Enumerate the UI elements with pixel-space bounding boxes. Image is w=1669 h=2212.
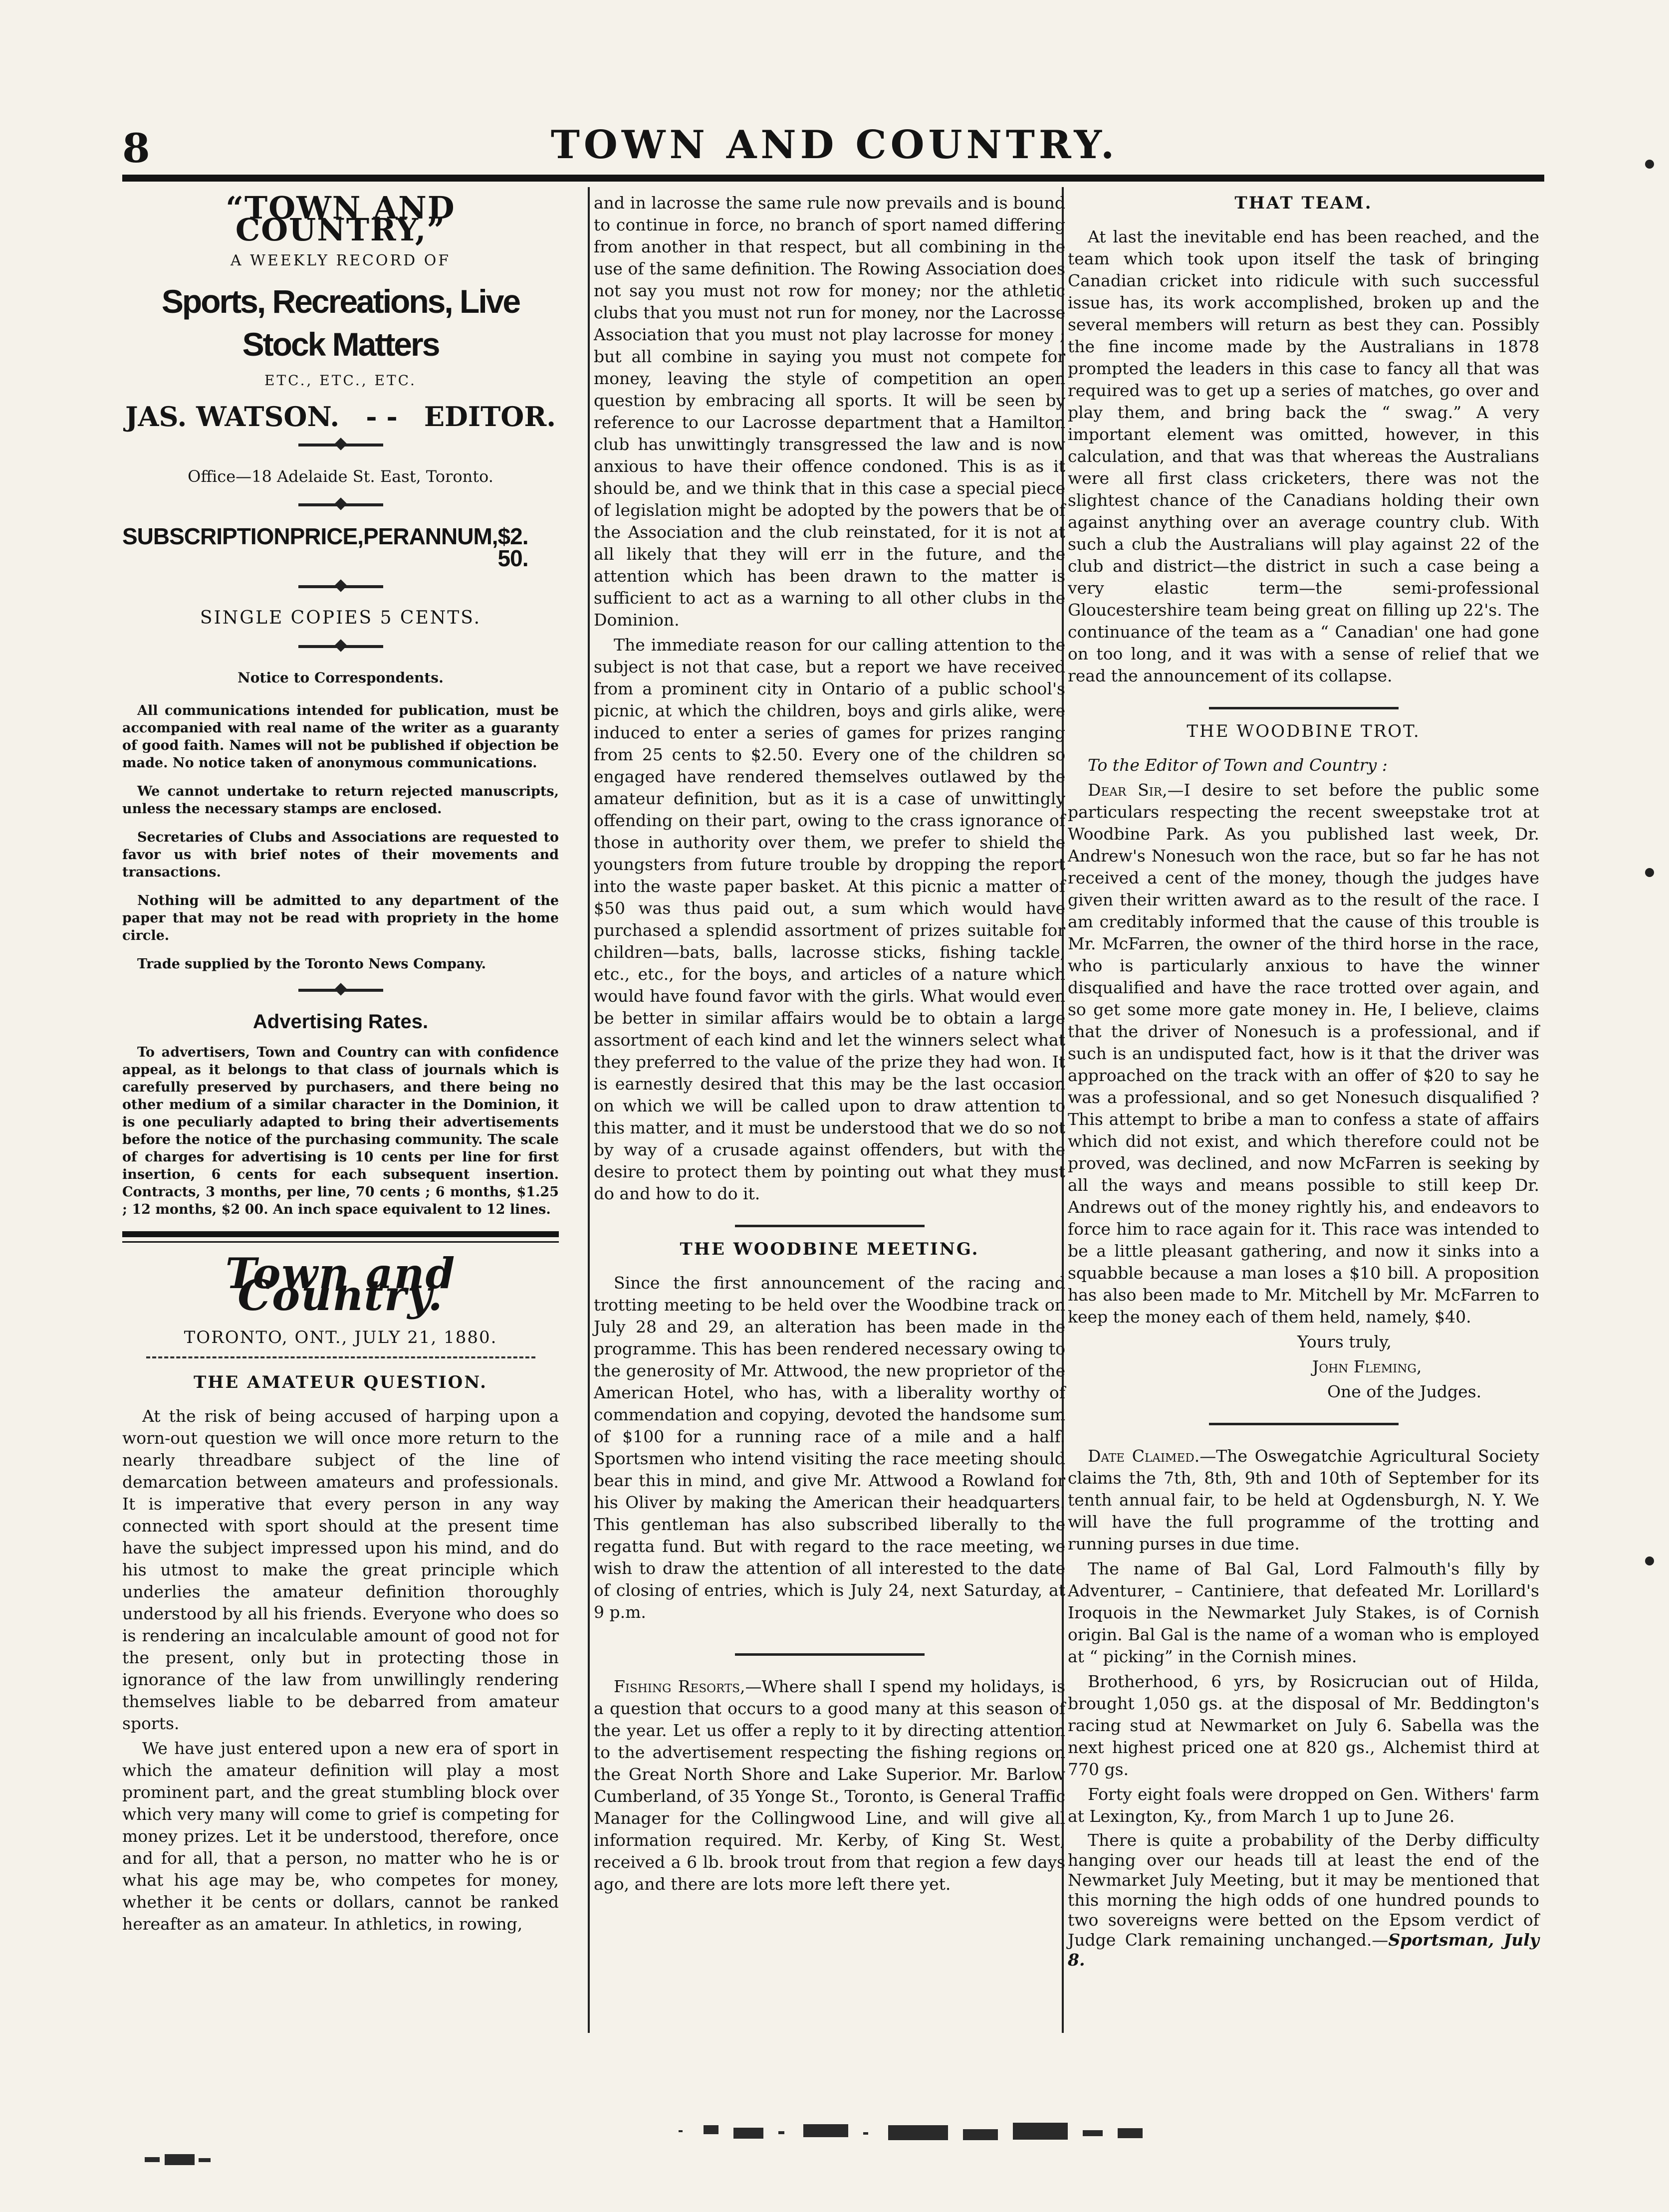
notice-item: We cannot undertake to return rejected manuscripts, unless the necessary stamps are enclosed. <box>122 784 559 817</box>
margin-dot <box>1645 868 1654 877</box>
article-paragraph: Since the first announcement of the racing and trotting meeting to be held over the Woodbine track on July 28 and 29, an alteration has been made in the programme. This has been rendered necessary owing to the generosity of Mr. Attwood, the new proprietor of the American Hotel, who has, with a liberality worthy of commendation and copying, devoted the handsome sum of $100 for a running race of a mile and a half. Sportsmen who intend visiting the race meeting should bear this in mind, and give Mr. Attwood a Rowland for his Oliver by making the American their headquarters. This gentleman has also subscribed liberally to the regatta fund. But with regard to the race meeting, we wish to draw the attention of all interested to the date of closing of entries, which is July 24, next Saturday, at 9 p.m. <box>594 1273 1065 1622</box>
section-rule <box>1209 1423 1399 1425</box>
derby-source: Sportsman, July 8. <box>1068 1930 1539 1970</box>
woodbine-meeting-title: THE WOODBINE MEETING. <box>680 1239 979 1259</box>
fishing-resorts-lead: Fishing Resorts, <box>614 1677 745 1696</box>
ornament-divider <box>298 645 383 648</box>
date-claimed-text: —The Oswegatchie Agricultural Society claims the 7th, 8th, 9th and 10th of September for its tenth annual fair, to be held at Ogdensburgh, N. Y. We will have the full programme of the trotting and running purses in due time. <box>1068 1446 1539 1553</box>
notices-block <box>122 702 559 973</box>
advertising-rates-block <box>122 1044 559 1218</box>
editor-name: JAS. WATSON. <box>125 401 340 433</box>
section-rule <box>735 1225 925 1227</box>
notice-to-correspondents-title: Notice to Correspondents. <box>238 669 444 686</box>
scan-artifact <box>674 2110 1153 2155</box>
dateline: TORONTO, ONT., JULY 21, 1880. <box>184 1327 497 1347</box>
ornament-divider <box>298 585 383 588</box>
notice-item: Trade supplied by the Toronto News Company. <box>137 956 486 972</box>
top-rule <box>122 175 1544 182</box>
article-paragraph: The immediate reason for our calling attention to the subject is not that case, but a report we have received from a prominent city in Ontario of a public school's picnic, at which the children, boys and girls alike, were induced to enter a series of games for prizes ranging from 25 cents to $2.50. Every one of the children so engaged have rendered themselves outlawed by the amateur definition, but as it is a case of unwittingly offending on their part, owing to the crass ignorance of those in authority over them, we prefer to shield the youngsters from future trouble by dropping the report into the waste paper basket. At this picnic a matter of $50 was thus paid out, a sum which would have purchased a splendid assortment of prizes suitable for children—bats, balls, lacrosse sticks, fishing tackle, etc., etc., for the boys, and articles of a nature which would have found favor with the girls. What would even be better in similar affairs would be to obtain a large assortment of each kind and let the winners select what they preferred to the value of the prize they had won. It is earnestly desired that this may be the last occasion on which we will be called upon to draw attention to this matter, and it must be understood that we do so not by way of a crusade against offenders, but with the desire to protect them by pointing out what they must do and how to do it. <box>594 635 1065 1203</box>
town-and-country-title: Town and Country. <box>225 1249 456 1320</box>
dashed-rule <box>146 1356 535 1358</box>
margin-dot <box>1645 1556 1654 1565</box>
subscription-word: PRICE, <box>289 523 363 549</box>
signoff-role: One of the Judges. <box>1327 1382 1482 1401</box>
column-2 <box>594 192 1065 2048</box>
office-address: Office—18 Adelaide St. East, Toronto. <box>188 467 493 486</box>
notice-item: Secretaries of Clubs and Associations are requested to favor us with brief notes of their movements and transactions. <box>122 830 559 880</box>
margin-dot <box>1645 160 1654 169</box>
publication-name: “TOWN AND COUNTRY,” <box>226 190 456 248</box>
section-rule <box>122 1231 559 1237</box>
etc-line: ETC., ETC., ETC. <box>264 372 417 389</box>
section-rule <box>1209 707 1399 709</box>
subscription-word: PER <box>363 523 409 549</box>
ornament-divider <box>298 443 383 446</box>
advertising-rates-title: Advertising Rates. <box>252 1011 429 1033</box>
letter-address: To the Editor of Town and Country : <box>1088 755 1388 775</box>
single-copies: SINGLE COPIES 5 CENTS. <box>200 608 481 628</box>
signoff-yours: Yours truly, <box>1297 1332 1392 1351</box>
article-paragraph: and in lacrosse the same rule now prevails and is bound to continue in force, no branch of sport named differing from another in that respect, but all combining in the use of the same definition. The Rowing Association does not say you must not row for money; nor the athletic clubs that you must not run for money, nor the Lacrosse Association that you must not play lacrosse for money ; but all combine in saying you must not compete for money, leaving the style of competition an open question by embracing all sports. It will be seen by reference to our Lacrosse department that a Hamilton club has unwittingly transgressed the law and is now anxious to have their offence condoned. This is as it should be, and we think that in this case a special piece of legislation might be adopted by the powers that be of the Association and the club reinstated, for it is not at all likely that they will err in the future, and the attention which has been drawn to the matter is sufficient to act as a warning to all other clubs in the Dominion. <box>594 193 1065 630</box>
fishing-resorts-text: —Where shall I spend my holidays, is a question that occurs to a good many at this season of the year. Let us offer a reply to it by directing attention to the advertisement respecting the fishing regions on the Great North Shore and Lake Superior. Mr. Barlow Cumberland, of 35 Yonge St., Toronto, is General Traffic Manager for the Collingwood Line, and will give all information required. Mr. Kerby, of King St. West, received a 6 lb. brook trout from that region a few days ago, and there are lots more left there yet. <box>594 1677 1065 1894</box>
advertising-rates-text: To advertisers, Town and Country can with confidence appeal, as it belongs to that class of journals which is carefully preserved by purchasers, and there being no other medium of a similar character in the Dominion, it is one peculiarly adapted to bring their advertisements before the notice of the purchasing community. The scale of charges for advertising is 10 cents per line for first insertion, 6 cents for each subsequent insertion. Contracts, 3 months, per line, 70 cents ; 6 months, $1.25 ; 12 months, $2 00. An inch space equivalent to 12 lines. <box>122 1045 559 1217</box>
date-claimed-lead: Date Claimed. <box>1088 1446 1200 1466</box>
masthead: TOWN AND COUNTRY. <box>550 122 1119 168</box>
column-rule-1 <box>588 187 590 2033</box>
article-paragraph: At the risk of being accused of harping upon a worn-out question we will once more return to the nearly threadbare subject of the line of demarcation between amateurs and professionals. It is imperative that every person in any way connected with sport should at the present time have the subject impressed upon his mind, and do his utmost to make the great principle which underlies the amateur definition thoroughly understood by all his friends. Everyone who does so is rendering an incalculable amount of good not for the present, only but in protecting those in ignorance of the law from unwillingly rendering themselves liable to be debarred from amateur sports. <box>122 1406 559 1733</box>
weekly-record-line: A WEEKLY RECORD OF <box>230 252 451 269</box>
subscription-price <box>122 525 559 569</box>
woodbine-trot-title: THE WOODBINE TROT. <box>1187 721 1421 741</box>
notice-item: All communications intended for publication, must be accompanied with real name of the writer as a guaranty of good faith. Names will not be published if objection be made. No notice taken of anonymous communications. <box>122 703 559 771</box>
subscription-word: SUBSCRIPTION <box>122 523 290 549</box>
column-3 <box>1068 192 1539 1970</box>
scan-artifact <box>145 2150 215 2170</box>
column-1 <box>122 192 559 2043</box>
article-paragraph <box>1068 779 1539 1328</box>
article-paragraph: We have just entered upon a new era of sport in which the amateur definition will play a most prominent part, and the great stumbling block over which very many will come to grief is competing for money prizes. Let it be understood, therefore, once and for all, that a person, no matter who he is or what his age may be, who competes for money, whether it be cents or dollars, cannot be ranked hereafter as an amateur. In athletics, in rowing, <box>122 1739 559 1934</box>
article-paragraph <box>1068 1830 1539 1970</box>
editor-line <box>125 401 556 433</box>
notice-item: Nothing will be admitted to any department of the paper that may not be read with propriety in the home circle. <box>122 893 559 943</box>
sports-recreations-heading: Sports, Recreations, Live Stock Matters <box>161 283 520 363</box>
editor-title: EDITOR. <box>424 401 556 433</box>
signoff-name: John Fleming, <box>1312 1357 1422 1376</box>
article-paragraph: At last the inevitable end has been reached, and the team which took upon itself the task of bringing Canadian cricket into ridicule with such successful issue has, its work accomplished, broken up and the several members will return as best they can. Possibly the fine income made by the Australians in 1878 prompted the leaders in this case to fancy all that was required was to get up a series of matches, go over and play them, and bring back the “ swag.” A very important element was omitted, however, in this calculation, and that was that whereas the Australians were all first class cricketers, there was not the slightest chance of the Canadians holding their own against anything over an average country club. With such a club the Australians will play against 22 of the club and district—the district in such a case being a very elastic term—the semi-professional Gloucestershire team being great on filling up 22's. The continuance of the team as a “ Canadian' one had gone on too long, and it was with a sense of relief that we read the announcement of its collapse. <box>1068 227 1539 685</box>
editor-dashes: - - <box>366 401 398 433</box>
section-rule-thin <box>122 1241 559 1243</box>
ornament-divider <box>298 989 383 992</box>
amateur-question-title: THE AMATEUR QUESTION. <box>194 1372 487 1392</box>
article-paragraph: The name of Bal Gal, Lord Falmouth's filly by Adventurer, – Cantiniere, that defeated Mr. Lorillard's Iroquois in the Newmarket July Stakes, is of Cornish origin. Bal Gal is the name of a woman who is employed at “ picking” in the Cornish mines. <box>1068 1559 1539 1666</box>
article-paragraph: Forty eight foals were dropped on Gen. Withers' farm at Lexington, Ky., from March 1 up to June 26. <box>1068 1784 1539 1826</box>
page-number: 8 <box>122 125 150 172</box>
ornament-divider <box>298 503 383 506</box>
article-paragraph <box>594 1676 1065 1895</box>
derby-text: There is quite a probability of the Derby difficulty hanging over our heads till at least the end of the Newmarket July Meeting, but it may be mentioned that this morning the high odds of one hundred pounds to two sovereigns were betted on the Epsom verdict of Judge Clark remaining unchanged.— <box>1068 1830 1539 1950</box>
subscription-word: ANNUM, <box>409 523 498 549</box>
letter-body: —I desire to set before the public some particulars respecting the recent sweepstake trot at Woodbine Park. As you published last week, Dr. Andrew's Nonesuch won the race, but so far he has not received a cent of the money, though the judges have given their written award as to the result of the race. I am creditably informed that the cause of this trouble is Mr. McFarren, the owner of the third horse in the race, who is particularly anxious to have the winner disqualified and have the race trotted over again, and so get some more gate money in. He, I believe, claims that the driver of Nonesuch is a professional, and if such is an undisputed fact, how is it that the driver was approached on the track with an offer of $20 to say he was a professional, and so get Nonesuch disqualified ? This attempt to bribe a man to confess a state of affairs which did not exist, and which therefore could not be proved, was declined, and now McFarren is seeking by all the ways and means possible to still keep Dr. Andrews out of the money rightly his, and endeavors to force him to race again for it. This race was intended to be a little pleasant gathering, and now it sinks into a squabble because a man loses a $10 bill. A proposition has also been made to Mr. Mitchell by Mr. McFarren to keep the money each of them held, namely, $40. <box>1068 780 1539 1327</box>
that-team-title: THAT TEAM. <box>1234 193 1373 213</box>
subscription-amount: $2. 50. <box>497 523 528 571</box>
letter-salutation: Dear Sir, <box>1088 780 1168 800</box>
article-paragraph <box>1068 1445 1539 1555</box>
section-rule <box>735 1653 925 1656</box>
article-paragraph: Brotherhood, 6 yrs, by Rosicrucian out of Hilda, brought 1,050 gs. at the disposal of Mr. Beddington's racing stud at Newmarket on July 6. Sabella was the next highest priced one at 820 gs., Alchemist third at 770 gs. <box>1068 1672 1539 1779</box>
